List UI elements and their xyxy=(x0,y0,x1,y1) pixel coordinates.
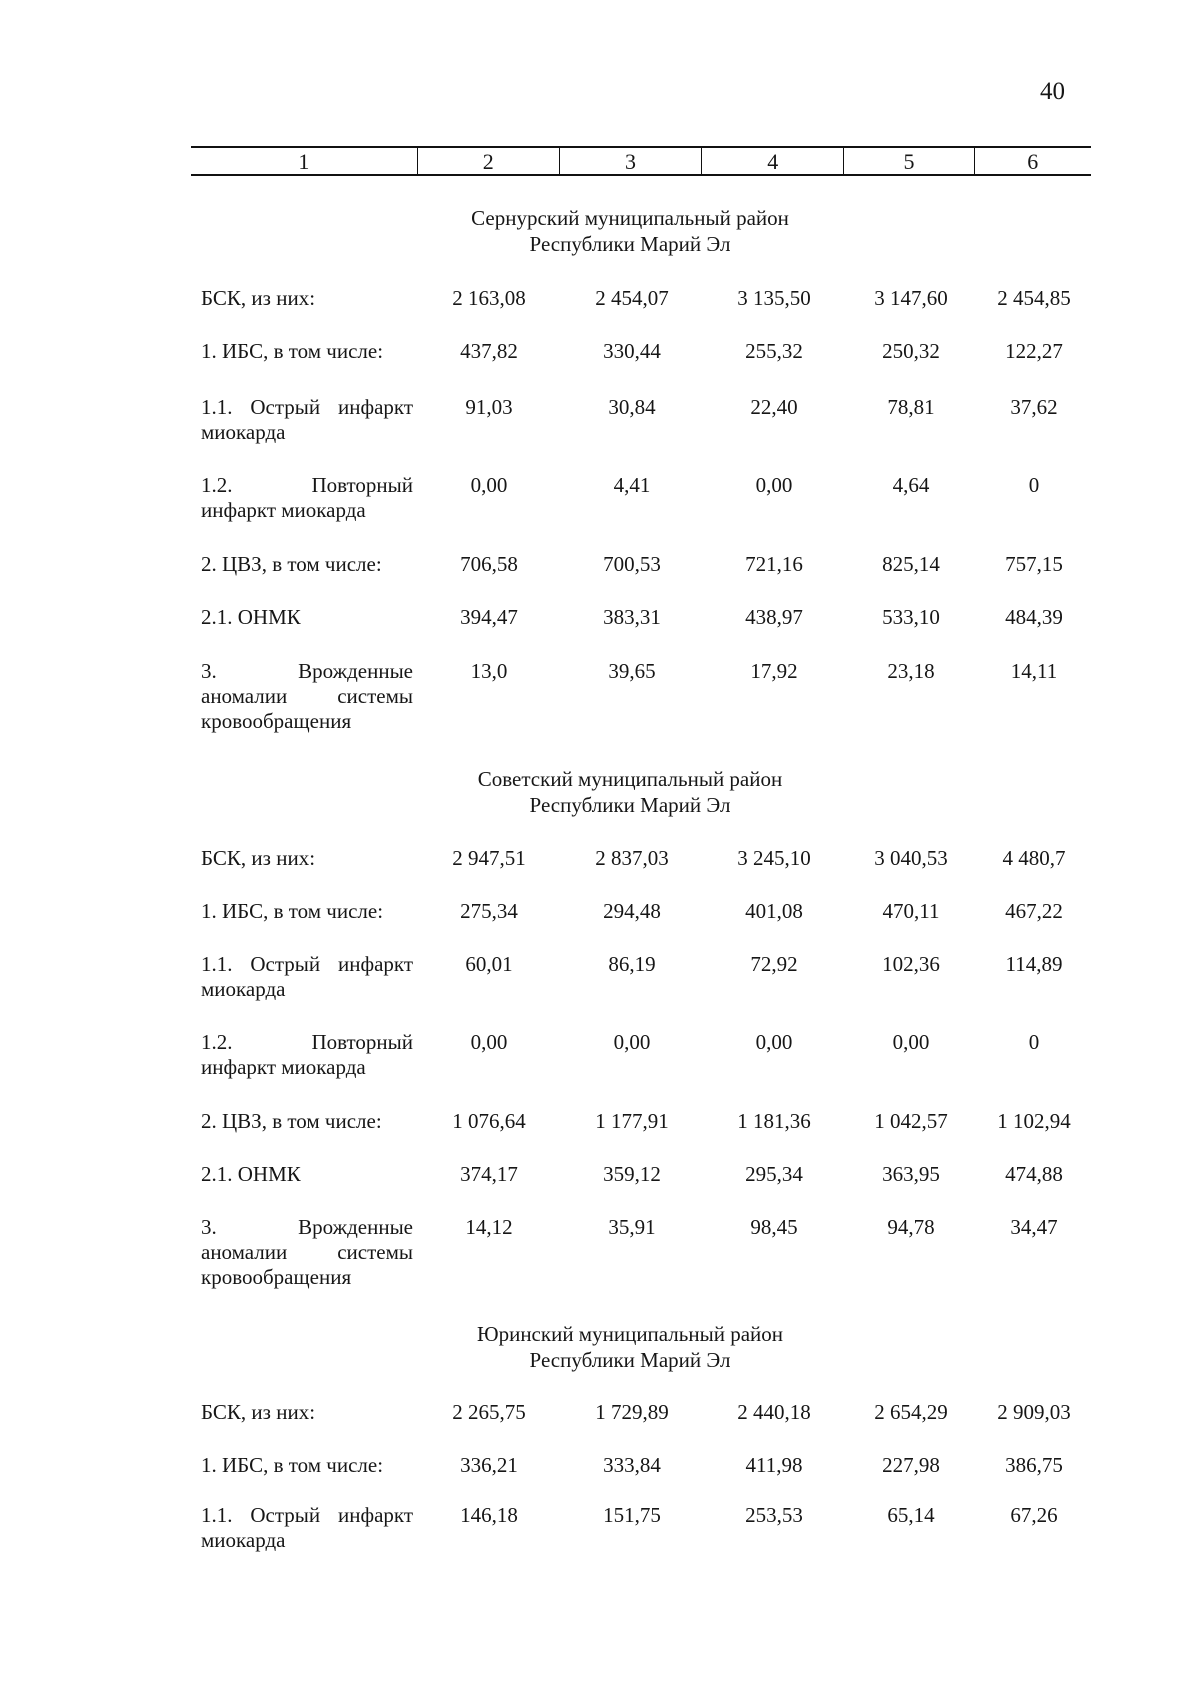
cell-value: 60,01 xyxy=(465,952,513,976)
cell-value: 0,00 xyxy=(613,1030,651,1054)
cell-value: 700,53 xyxy=(603,552,661,576)
row-label: 1.2. Повторный инфаркт миокарда xyxy=(201,473,413,522)
column-header-row xyxy=(191,146,1091,176)
cell-value: 401,08 xyxy=(745,899,803,923)
page-number: 40 xyxy=(1040,78,1065,105)
cell-value: 253,53 xyxy=(745,1503,803,1527)
row-label: 2. ЦВЗ, в том числе: xyxy=(201,1109,382,1133)
cell-value: 706,58 xyxy=(460,552,518,576)
cell-value: 255,32 xyxy=(745,339,803,363)
row-label: БСК, из них: xyxy=(201,846,316,870)
cell-value: 2 837,03 xyxy=(595,846,669,870)
cell-value: 37,62 xyxy=(1010,395,1058,419)
cell-value: 227,98 xyxy=(882,1453,940,1477)
cell-value: 0,00 xyxy=(470,473,508,497)
cell-value: 1 102,94 xyxy=(997,1109,1071,1133)
cell-value: 0,00 xyxy=(755,1030,793,1054)
section-title-line: Республики Марий Эл xyxy=(529,1348,731,1372)
cell-value: 13,0 xyxy=(470,659,508,683)
cell-value: 0 xyxy=(1028,1030,1040,1054)
cell-value: 437,82 xyxy=(460,339,518,363)
cell-value: 2 454,85 xyxy=(997,286,1071,310)
cell-value: 438,97 xyxy=(745,605,803,629)
cell-value: 4,41 xyxy=(613,473,651,497)
cell-value: 336,21 xyxy=(460,1453,518,1477)
cell-value: 35,91 xyxy=(608,1215,656,1239)
cell-value: 0 xyxy=(1028,473,1040,497)
cell-value: 14,12 xyxy=(465,1215,513,1239)
cell-value: 91,03 xyxy=(465,395,513,419)
cell-value: 2 440,18 xyxy=(737,1400,811,1424)
cell-value: 0,00 xyxy=(755,473,793,497)
section-title xyxy=(380,766,880,818)
cell-value: 330,44 xyxy=(603,339,661,363)
cell-value: 484,39 xyxy=(1005,605,1063,629)
cell-value: 4 480,7 xyxy=(1002,846,1066,870)
cell-value: 1 181,36 xyxy=(737,1109,811,1133)
column-header: 5 xyxy=(844,147,974,175)
cell-value: 22,40 xyxy=(750,395,798,419)
cell-value: 363,95 xyxy=(882,1162,940,1186)
cell-value: 2 909,03 xyxy=(997,1400,1071,1424)
cell-value: 3 147,60 xyxy=(874,286,948,310)
cell-value: 114,89 xyxy=(1005,952,1063,976)
section-title-line: Юринский муниципальный район xyxy=(477,1322,783,1346)
cell-value: 3 135,50 xyxy=(737,286,811,310)
row-label: БСК, из них: xyxy=(201,286,316,310)
section-title-line: Советский муниципальный район xyxy=(477,767,783,791)
cell-value: 394,47 xyxy=(460,605,518,629)
section-title xyxy=(380,1321,880,1373)
cell-value: 4,64 xyxy=(892,473,930,497)
cell-value: 3 245,10 xyxy=(737,846,811,870)
section-title-line: Республики Марий Эл xyxy=(529,232,731,256)
cell-value: 78,81 xyxy=(887,395,935,419)
cell-value: 2 654,29 xyxy=(874,1400,948,1424)
row-label: 2.1. ОНМК xyxy=(201,605,301,629)
cell-value: 146,18 xyxy=(460,1503,518,1527)
cell-value: 359,12 xyxy=(603,1162,661,1186)
row-label: 2. ЦВЗ, в том числе: xyxy=(201,552,382,576)
cell-value: 721,16 xyxy=(745,552,803,576)
cell-value: 275,34 xyxy=(460,899,518,923)
column-header: 4 xyxy=(702,147,844,175)
cell-value: 151,75 xyxy=(603,1503,661,1527)
cell-value: 102,36 xyxy=(882,952,940,976)
cell-value: 94,78 xyxy=(887,1215,935,1239)
cell-value: 1 177,91 xyxy=(595,1109,669,1133)
column-header: 1 xyxy=(191,147,417,175)
section-title xyxy=(380,205,880,257)
cell-value: 65,14 xyxy=(887,1503,935,1527)
row-label: 2.1. ОНМК xyxy=(201,1162,301,1186)
cell-value: 386,75 xyxy=(1005,1453,1063,1477)
cell-value: 86,19 xyxy=(608,952,656,976)
row-label: 1. ИБС, в том числе: xyxy=(201,899,384,923)
cell-value: 2 454,07 xyxy=(595,286,669,310)
row-label: 1.2. Повторный инфаркт миокарда xyxy=(201,1030,413,1079)
cell-value: 411,98 xyxy=(745,1453,803,1477)
row-label: 1. ИБС, в том числе: xyxy=(201,339,384,363)
row-label: 1.1. Острый инфаркт миокарда xyxy=(201,395,413,444)
section-title-line: Сернурский муниципальный район xyxy=(471,206,789,230)
column-header: 2 xyxy=(417,147,559,175)
cell-value: 474,88 xyxy=(1005,1162,1063,1186)
cell-value: 333,84 xyxy=(603,1453,661,1477)
cell-value: 294,48 xyxy=(603,899,661,923)
cell-value: 0,00 xyxy=(892,1030,930,1054)
cell-value: 295,34 xyxy=(745,1162,803,1186)
cell-value: 39,65 xyxy=(608,659,656,683)
row-label: 1.1. Острый инфаркт миокарда xyxy=(201,1503,413,1552)
cell-value: 467,22 xyxy=(1005,899,1063,923)
row-label: 1.1. Острый инфаркт миокарда xyxy=(201,952,413,1001)
row-label: 1. ИБС, в том числе: xyxy=(201,1453,384,1477)
row-label: БСК, из них: xyxy=(201,1400,316,1424)
cell-value: 825,14 xyxy=(882,552,940,576)
cell-value: 757,15 xyxy=(1005,552,1063,576)
cell-value: 470,11 xyxy=(882,899,940,923)
cell-value: 533,10 xyxy=(882,605,940,629)
cell-value: 0,00 xyxy=(470,1030,508,1054)
cell-value: 17,92 xyxy=(750,659,798,683)
cell-value: 250,32 xyxy=(882,339,940,363)
cell-value: 14,11 xyxy=(1010,659,1058,683)
cell-value: 2 947,51 xyxy=(452,846,526,870)
cell-value: 1 042,57 xyxy=(874,1109,948,1133)
cell-value: 2 265,75 xyxy=(452,1400,526,1424)
cell-value: 3 040,53 xyxy=(874,846,948,870)
cell-value: 34,47 xyxy=(1010,1215,1058,1239)
cell-value: 1 076,64 xyxy=(452,1109,526,1133)
column-header: 6 xyxy=(974,147,1091,175)
cell-value: 1 729,89 xyxy=(595,1400,669,1424)
cell-value: 23,18 xyxy=(887,659,935,683)
cell-value: 383,31 xyxy=(603,605,661,629)
cell-value: 98,45 xyxy=(750,1215,798,1239)
column-header: 3 xyxy=(559,147,701,175)
section-title-line: Республики Марий Эл xyxy=(529,793,731,817)
cell-value: 72,92 xyxy=(750,952,798,976)
row-label: 3. Врожденные аномалии системы кровообращения xyxy=(201,659,413,733)
row-label: 3. Врожденные аномалии системы кровообращения xyxy=(201,1215,413,1289)
cell-value: 30,84 xyxy=(608,395,656,419)
cell-value: 2 163,08 xyxy=(452,286,526,310)
cell-value: 122,27 xyxy=(1005,339,1063,363)
cell-value: 67,26 xyxy=(1010,1503,1058,1527)
cell-value: 374,17 xyxy=(460,1162,518,1186)
